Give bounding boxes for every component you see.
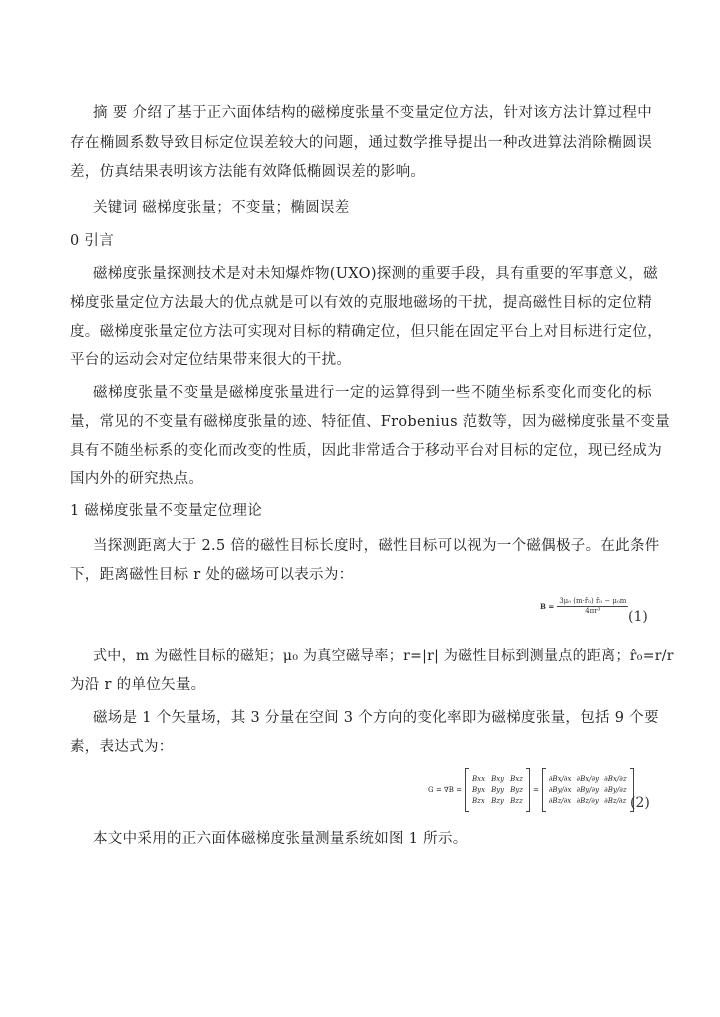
gradient-matrix bbox=[472, 775, 523, 805]
partial-cell: ∂Bz/∂x bbox=[548, 797, 572, 805]
matrix-cell: Bzx bbox=[472, 797, 485, 805]
partial-cell: ∂Bz/∂y bbox=[576, 797, 599, 805]
partial-cell: ∂Bx/∂z bbox=[604, 775, 627, 783]
equation-2-equals: = bbox=[532, 786, 539, 794]
theory-p4: 本文中采用的正六面体磁梯度张量测量系统如图 1 所示。 bbox=[93, 831, 468, 847]
matrix-cell: Byy bbox=[491, 786, 505, 794]
theory-p3-line-1: 磁场是 1 个矢量场，其 3 分量在空间 3 个方向的变化率即为磁梯度张量，包括 9 个要 bbox=[93, 710, 659, 726]
theory-p1-line-1: 当探测距离大于 2.5 倍的磁性目标长度时，磁性目标可以视为一个磁偶极子。在此条件 bbox=[93, 538, 660, 554]
theory-p1-line-2: 下，距离磁性目标 r 处的磁场可以表示为： bbox=[70, 567, 354, 583]
partial-cell: ∂By/∂x bbox=[548, 786, 572, 794]
matrix-cell: Byz bbox=[510, 786, 523, 794]
intro-p2-line-3: 具有不随坐标系的变化而改变的性质，因此非常适合于移动平台对目标的定位，现已经成为 bbox=[70, 443, 662, 459]
equation-1-number: (1) bbox=[628, 609, 648, 625]
intro-p2-line-4: 国内外的研究热点。 bbox=[70, 471, 204, 487]
intro-p1-line-2: 梯度张量定位方法最大的优点就是可以有效的克服地磁场的干扰，提高磁性目标的定位精 bbox=[70, 295, 652, 311]
matrix-right-bracket bbox=[526, 768, 530, 812]
matrix-cell: Byx bbox=[472, 786, 486, 794]
matrix-cell: Bxy bbox=[491, 775, 505, 783]
equation-1-fraction bbox=[557, 597, 628, 616]
equation-1-denominator: 4πr³ bbox=[585, 607, 601, 615]
matrix-cell: Bxz bbox=[510, 775, 523, 783]
partial-cell: ∂By/∂y bbox=[576, 786, 600, 794]
equation-2-lhs: G = ∇B = bbox=[428, 786, 463, 794]
matrix-left-bracket bbox=[465, 768, 469, 812]
keywords: 关键词 磁梯度张量；不变量；椭圆误差 bbox=[93, 200, 350, 216]
matrix-cell: Bzy bbox=[491, 797, 504, 805]
equation-1 bbox=[540, 597, 628, 616]
intro-p1-line-3: 度。磁梯度张量定位方法可实现对目标的精确定位，但只能在固定平台上对目标进行定位， bbox=[70, 324, 662, 340]
equation-1-lhs: B = bbox=[540, 602, 555, 611]
partial-cell: ∂Bz/∂z bbox=[604, 797, 627, 805]
equation-2 bbox=[428, 768, 634, 812]
intro-p2-line-1: 磁梯度张量不变量是磁梯度张量进行一定的运算得到一些不随坐标系变化而变化的标 bbox=[93, 385, 652, 401]
matrix-cell: Bzz bbox=[510, 797, 523, 805]
partial-cell: ∂Bx/∂y bbox=[576, 775, 600, 783]
partial-cell: ∂By/∂z bbox=[604, 786, 627, 794]
partials-left-bracket bbox=[542, 768, 546, 812]
section-0-heading: 0 引言 bbox=[70, 233, 115, 249]
matrix-cell: Bxx bbox=[472, 775, 486, 783]
equation-2-number: (2) bbox=[630, 795, 650, 811]
partials-matrix bbox=[549, 775, 627, 805]
theory-p2-line-2: 为沿 r 的单位矢量。 bbox=[70, 677, 206, 693]
equation-1-numerator: 3μ₀ (m·r̂₀) r̂₀ − μ₀m bbox=[559, 597, 627, 605]
intro-p1-line-1: 磁梯度张量探测技术是对未知爆炸物(UXO)探测的重要手段，具有重要的军事意义，磁 bbox=[93, 266, 658, 282]
partial-cell: ∂Bx/∂x bbox=[548, 775, 572, 783]
abstract-line-2: 存在椭圆系数导致目标定位误差较大的问题，通过数学推导提出一种改进算法消除椭圆误 bbox=[70, 135, 652, 151]
abstract-line-1: 摘 要 介绍了基于正六面体结构的磁梯度张量不变量定位方法，针对该方法计算过程中 bbox=[93, 105, 652, 121]
abstract-line-3: 差，仿真结果表明该方法能有效降低椭圆误差的影响。 bbox=[70, 164, 426, 180]
section-1-heading: 1 磁梯度张量不变量定位理论 bbox=[70, 503, 263, 519]
theory-p3-line-2: 素，表达式为： bbox=[70, 739, 174, 755]
theory-p2-line-1: 式中，m 为磁性目标的磁矩；μ₀ 为真空磁导率；r=|r| 为磁性目标到测量点的距离；r̂₀=r/r bbox=[93, 648, 674, 664]
intro-p2-line-2: 量，常见的不变量有磁梯度张量的迹、特征值、Frobenius 范数等，因为磁梯度张量不变量 bbox=[70, 414, 670, 430]
intro-p1-line-4: 平台的运动会对定位结果带来很大的干扰。 bbox=[70, 352, 352, 368]
